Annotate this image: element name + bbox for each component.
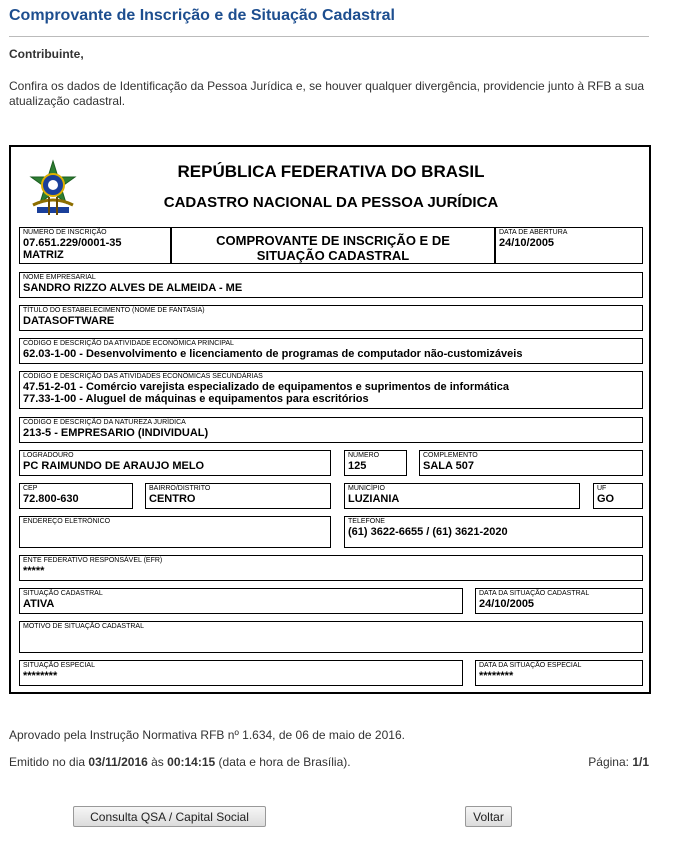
emission-suffix: (data e hora de Brasília).	[215, 755, 351, 769]
inscricao-type: MATRIZ	[23, 249, 64, 261]
greeting: Contribuinte,	[9, 47, 84, 61]
page-label: Página:	[588, 755, 633, 769]
telefone-value: (61) 3622-6655 / (61) 3621-2020	[348, 526, 508, 538]
inscricao-label: NÚMERO DE INSCRIÇÃO	[23, 229, 107, 236]
atividade-secundaria-2: 77.33-1-00 - Aluguel de máquinas e equipamentos para escritórios	[23, 393, 369, 405]
data-situacao-especial-box	[475, 660, 643, 686]
abertura-box	[495, 227, 643, 264]
certificate-panel	[9, 145, 651, 694]
municipio-label: MUNICÍPIO	[348, 485, 385, 492]
fantasia-label: TÍTULO DO ESTABELECIMENTO (NOME DE FANTASIA)	[23, 307, 205, 314]
logradouro-value: PC RAIMUNDO DE ARAUJO MELO	[23, 460, 205, 472]
motivo-box	[19, 621, 643, 653]
bairro-box	[145, 483, 331, 509]
page-value: 1/1	[632, 755, 649, 769]
situacao-value: ATIVA	[23, 598, 55, 610]
municipio-box	[344, 483, 580, 509]
emission-date: 03/11/2016	[88, 755, 148, 769]
cep-value: 72.800-630	[23, 493, 79, 505]
page-title: Comprovante de Inscrição e de Situação Cadastral	[9, 7, 395, 24]
emission-prefix: Emitido no dia	[9, 755, 89, 769]
municipio-value: LUZIANIA	[348, 493, 400, 505]
emission-time: 00:14:15	[167, 755, 216, 769]
abertura-label: DATA DE ABERTURA	[499, 229, 568, 236]
intro-text: Confira os dados de Identificação da Pessoa Jurídica e, se houver qualquer divergência, providencie junto à RFB a sua atualização cadastral.	[9, 79, 645, 108]
uf-label: UF	[597, 485, 607, 492]
motivo-label: MOTIVO DE SITUAÇÃO CADASTRAL	[23, 623, 144, 630]
certificate-heading-republic: REPÚBLICA FEDERATIVA DO BRASIL	[177, 162, 485, 181]
voltar-button[interactable]: Voltar	[465, 806, 512, 827]
uf-value: GO	[597, 493, 615, 505]
fantasia-value: DATASOFTWARE	[23, 315, 115, 327]
inscricao-value: 07.651.229/0001-35	[23, 237, 122, 249]
nome-empresarial-value: SANDRO RIZZO ALVES DE ALMEIDA - ME	[23, 282, 243, 294]
fantasia-box	[19, 305, 643, 331]
complemento-value: SALA 507	[423, 460, 474, 472]
data-situacao-value: 24/10/2005	[479, 598, 535, 610]
abertura-value: 24/10/2005	[499, 237, 555, 249]
email-box	[19, 516, 331, 548]
complemento-label: COMPLEMENTO	[423, 452, 478, 459]
cep-label: CEP	[23, 485, 38, 492]
atividades-secundarias-box	[19, 371, 643, 409]
atividade-principal-box	[19, 338, 643, 364]
atividade-principal-label: CÓDIGO E DESCRIÇÃO DA ATIVIDADE ECONÔMICA PRINCIPAL	[23, 340, 234, 347]
nome-empresarial-label: NOME EMPRESARIAL	[23, 274, 96, 281]
bairro-label: BAIRRO/DISTRITO	[149, 485, 211, 492]
efr-value: *****	[23, 565, 45, 577]
complemento-box	[419, 450, 643, 476]
nome-empresarial-box	[19, 272, 643, 298]
comprovante-title-line1: COMPROVANTE DE INSCRIÇÃO E DE	[216, 233, 450, 248]
data-situacao-label: DATA DA SITUAÇÃO CADASTRAL	[479, 590, 590, 597]
natureza-label: CÓDIGO E DESCRIÇÃO DA NATUREZA JURÍDICA	[23, 419, 186, 426]
natureza-box	[19, 417, 643, 443]
emission-at: às	[147, 755, 168, 769]
comprovante-title-box	[171, 227, 495, 264]
emission-info	[9, 755, 351, 769]
data-situacao-box	[475, 588, 643, 614]
comprovante-title-line2: SITUAÇÃO CADASTRAL	[256, 248, 410, 263]
situacao-especial-value: ********	[23, 670, 58, 682]
atividade-principal-value: 62.03-1-00 - Desenvolvimento e licenciamento de programas de computador não-customizáveis	[23, 348, 523, 360]
efr-label: ENTE FEDERATIVO RESPONSÁVEL (EFR)	[23, 557, 163, 564]
inscricao-box	[19, 227, 171, 264]
email-label: ENDEREÇO ELETRÔNICO	[23, 518, 111, 525]
situacao-box	[19, 588, 463, 614]
situacao-label: SITUAÇÃO CADASTRAL	[23, 590, 103, 597]
certificate-heading-cnpj: CADASTRO NACIONAL DA PESSOA JURÍDICA	[163, 194, 499, 211]
telefone-box	[344, 516, 643, 548]
numero-label: NÚMERO	[348, 452, 380, 459]
logradouro-box	[19, 450, 331, 476]
cep-box	[19, 483, 133, 509]
telefone-label: TELEFONE	[348, 518, 385, 525]
uf-box	[593, 483, 643, 509]
numero-value: 125	[348, 460, 367, 472]
approval-note: Aprovado pela Instrução Normativa RFB nº 1.634, de 06 de maio de 2016.	[9, 728, 405, 742]
data-situacao-especial-label: DATA DA SITUAÇÃO ESPECIAL	[479, 662, 582, 669]
data-situacao-especial-value: ********	[479, 670, 514, 682]
atividade-secundaria-1: 47.51-2-01 - Comércio varejista especializado de equipamentos e suprimentos de informática	[23, 381, 510, 393]
situacao-especial-label: SITUAÇÃO ESPECIAL	[23, 662, 95, 669]
bairro-value: CENTRO	[149, 493, 196, 505]
atividades-secundarias-label: CÓDIGO E DESCRIÇÃO DAS ATIVIDADES ECONÔMICAS SECUNDÁRIAS	[23, 373, 263, 380]
page-indicator	[588, 755, 649, 769]
divider	[9, 36, 649, 37]
numero-box	[344, 450, 407, 476]
logradouro-label: LOGRADOURO	[23, 452, 74, 459]
natureza-value: 213-5 - EMPRESARIO (INDIVIDUAL)	[23, 427, 209, 439]
consulta-qsa-button[interactable]: Consulta QSA / Capital Social	[73, 806, 266, 827]
situacao-especial-box	[19, 660, 463, 686]
efr-box	[19, 555, 643, 581]
